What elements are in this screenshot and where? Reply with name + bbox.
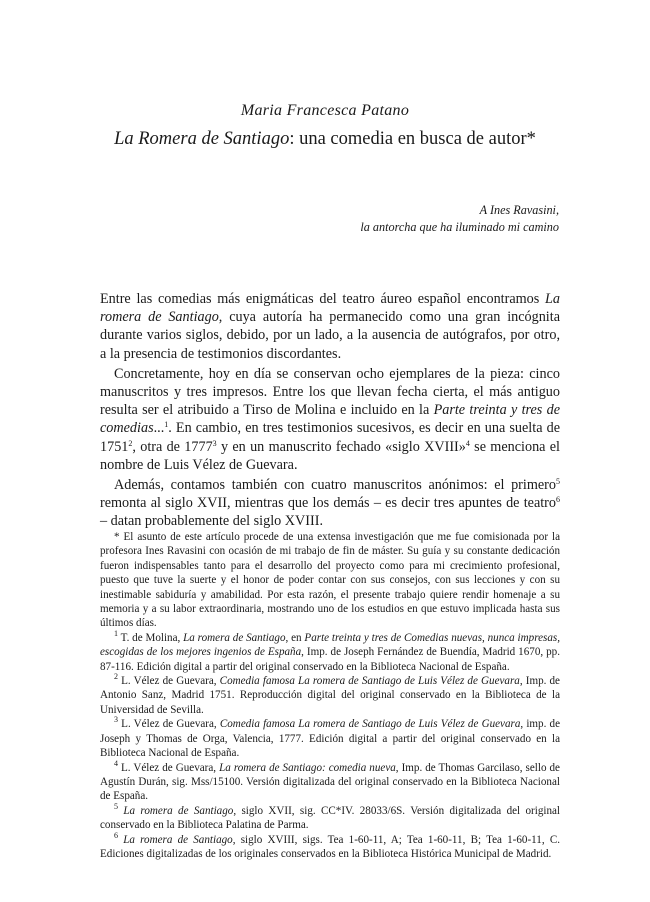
- footnote-number: 3: [114, 715, 118, 725]
- text-run: , siglo XVIII, sigs. Tea 1-60-11, A; Tea 1-60-11, B; Tea 1-60-11, C. Ediciones digitalizadas de los originales conservados en la Biblioteca Histórica Municipal de Madrid.: [100, 833, 560, 860]
- italic-run: La romera de Santiago: [100, 291, 560, 326]
- footnote-ref[interactable]: 2: [128, 438, 133, 448]
- italic-run: La romera de Santiago: [118, 833, 233, 846]
- text-run: , siglo XVII, sig. CC*IV. 28033/6S. Versión digitalizada del original conservado en la Biblioteca Palatina de Parma.: [100, 804, 560, 832]
- italic-run: La romera de Santiago: [118, 804, 234, 817]
- italic-run: Comedia famosa La romera de Santiago de Luis Vélez de Guevara: [219, 675, 520, 688]
- footnote-ref[interactable]: 1: [164, 420, 169, 430]
- article-header: [0, 101, 650, 151]
- footnote-ref[interactable]: 3: [212, 438, 217, 448]
- text-run: L. Vélez de Guevara,: [118, 718, 220, 731]
- italic-run: Comedia famosa La romera de Santiago de Luis Vélez de Guevara: [219, 718, 521, 731]
- footnote-ref[interactable]: 5: [556, 477, 560, 487]
- text-run: . En cambio, en tres testimonios sucesivos, es decir en una suelta de 1751: [100, 420, 560, 455]
- footnote-ref[interactable]: 6: [556, 495, 560, 505]
- title-work-name: La Romera de Santiago: [114, 129, 290, 149]
- article-title: [0, 127, 650, 151]
- main-text: [100, 290, 560, 533]
- italic-run: La romera de Santiago: [183, 631, 286, 644]
- dedication-line-2: la antorcha que ha iluminado mi camino: [360, 220, 559, 234]
- footnote-4: [100, 758, 560, 804]
- paragraph-1: [100, 290, 560, 363]
- text-run: L. Vélez de Guevara,: [118, 675, 220, 688]
- title-footnote-mark: *: [526, 129, 536, 149]
- footnote-mark: *: [114, 531, 120, 543]
- italic-run: Parte treinta y tres de comedias: [100, 402, 560, 437]
- paragraph-3: [100, 476, 560, 531]
- text-run: , Imp. de Antonio Sanz, Madrid 1751. Reproducción digital del original conservado en la Biblioteca de la Universidad de Sevilla.: [100, 675, 560, 716]
- footnote-5: [100, 801, 560, 833]
- footnote-number: 4: [114, 758, 118, 768]
- text-run: T. de Molina,: [118, 631, 184, 644]
- italic-run: La romera de Santiago: comedia nueva: [219, 761, 396, 774]
- footnote-star: [100, 530, 560, 631]
- footnote-number: 5: [114, 801, 118, 811]
- paragraph-2: [100, 365, 560, 474]
- text-run: se menciona el nombre de Luis Vélez de Guevara.: [100, 438, 560, 473]
- text-run: , imp. de Joseph y Thomas de Orga, Valencia, 1777. Edición digital a partir del original conservado en la Biblioteca Nacional de España.: [100, 718, 560, 760]
- footnote-6: [100, 830, 560, 862]
- italic-run: Parte treinta y tres de Comedias nuevas, nunca impresas, escogidas de los mejores ingenios de España: [100, 631, 560, 659]
- text-run: L. Vélez de Guevara,: [118, 761, 220, 774]
- text-run: , Imp. de Thomas Garcilaso, sello de Agustín Durán, sig. Mss/15100. Versión digitalizada del original conservado en la Biblioteca Nacional de España.: [100, 761, 560, 803]
- text-run: y en un manuscrito fechado «siglo XVIII»: [216, 438, 466, 455]
- text-run: Entre las comedias más enigmáticas del teatro áureo español encontramos: [100, 291, 546, 307]
- footnote-number: 1: [114, 628, 118, 638]
- footnote-ref[interactable]: 4: [465, 438, 470, 448]
- text-run: ...: [153, 420, 165, 437]
- dedication: [360, 202, 559, 236]
- title-subtitle: : una comedia en busca de autor: [289, 129, 527, 149]
- footnote-3: [100, 717, 560, 760]
- footnote-text: El asunto de este artículo procede de una extensa investigación que me fue comisionada por la profesora Ines Ravasini con ocasión de mi trabajo de fin de máster. Su guía y su constante dedicación fueron indispensables tanto para el desarrollo del proyecto como para mi crecimiento profesional, puesto que tuve la suerte y el honor de poder contar con sus consejos, con sus lecciones y con su inestimable sabiduría y amabilidad. Por esta razón, el presente trabajo quiere rendir homenaje a su memoria y a su labor extraordinaria, mostrando uno de los estudios en que estuvo implicada hasta sus últimos días.: [100, 531, 560, 630]
- text-run: Además, contamos también con cuatro manuscritos anónimos: el primero: [114, 477, 556, 494]
- text-run: , en: [285, 631, 305, 644]
- text-run: , Imp. de Joseph Fernández de Buendía, Madrid 1670, pp. 87-116. Edición digital a partir del original conservado en la Biblioteca Nacional de España.: [100, 646, 560, 673]
- author-name: Maria Francesca Patano: [240, 102, 410, 119]
- footnote-2: [100, 674, 560, 717]
- text-run: , otra de 1777: [132, 438, 213, 455]
- footnote-1: [100, 628, 560, 674]
- text-run: remonta al siglo XVII, mientras que los demás – es decir tres apuntes de teatro: [100, 495, 556, 512]
- footnote-number: 2: [114, 672, 118, 682]
- footnotes: [100, 530, 560, 861]
- text-run: , cuya autoría ha permanecido como una gran incógnita durante varios siglos, debido, por un lado, a la ausencia de autógrafos, por otro, a la presencia de testimonios discordantes.: [100, 309, 560, 362]
- text-run: – datan probablemente del siglo XVIII.: [100, 513, 323, 530]
- footnote-number: 6: [114, 830, 118, 840]
- text-run: Concretamente, hoy en día se conservan ocho ejemplares de la pieza: cinco manuscritos y tres impresos. Entre los que llevan fecha cierta, el más antiguo resulta ser el atribuido a Tirso de Molina e incluido en la: [100, 365, 560, 419]
- dedication-line-1: A Ines Ravasini,: [479, 203, 559, 217]
